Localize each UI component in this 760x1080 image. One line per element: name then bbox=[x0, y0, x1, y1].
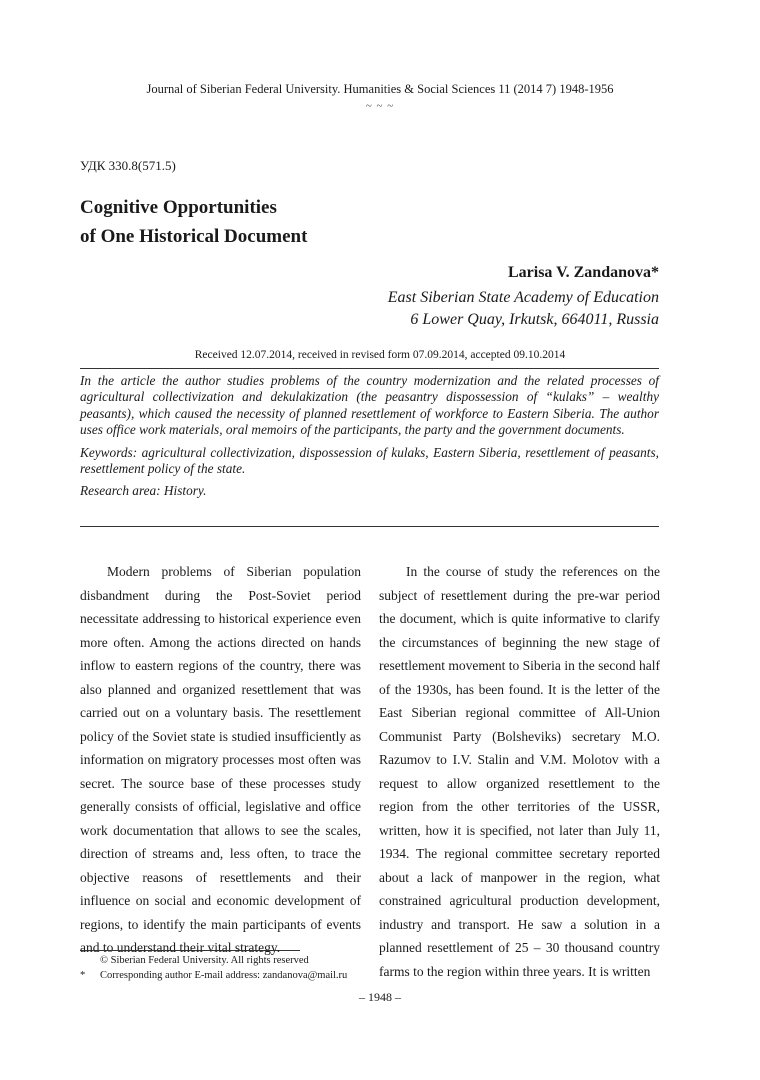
abstract-top-rule bbox=[80, 368, 659, 369]
journal-header: Journal of Siberian Federal University. Humanities & Social Sciences 11 (2014 7) 1948-1956 bbox=[146, 82, 614, 96]
author-name: Larisa V. Zandanova* bbox=[507, 264, 659, 281]
udk-code: УДК 330.8(571.5) bbox=[80, 158, 176, 173]
body-paragraph: Modern problems of Siberian population disbandment during the Post-Soviet period necessitate addressing to historical experience even more often. Among the actions directed on hands inflow to eastern regions of the country, there was also planned and organized resettlement that was carried out on a voluntary basis. The resettlement policy of the Soviet state is studied insufficiently as information on migratory processes most often was secret. The source base of these processes study generally consists of official, legislative and office work documentation that allows to see the scales, direction of streams and, less often, to trace the objective reasons of resettlements and their influence on social and economic development of regions, to identify the main participants of events and to understand their vital strategy. bbox=[80, 564, 361, 955]
page-number: – 1948 – bbox=[359, 990, 401, 1004]
title-line-1: Cognitive Opportunities bbox=[80, 197, 277, 218]
corresponding-text: Corresponding author E-mail address: zandanova@mail.ru bbox=[100, 970, 348, 981]
body-left-column bbox=[80, 560, 361, 960]
header-separator: ~ ~ ~ bbox=[365, 100, 395, 112]
abstract-bottom-rule bbox=[80, 526, 659, 527]
received-dates: Received 12.07.2014, received in revised form 07.09.2014, accepted 09.10.2014 bbox=[194, 349, 566, 361]
abstract-block bbox=[80, 373, 659, 506]
footnote-rule bbox=[80, 950, 300, 951]
body-right-column bbox=[379, 560, 660, 983]
copyright-footnote bbox=[80, 953, 347, 968]
article-title bbox=[80, 193, 307, 251]
affiliation-line-1: East Siberian State Academy of Education bbox=[387, 289, 659, 306]
corresponding-footnote bbox=[80, 968, 347, 983]
research-area: Research area: History. bbox=[80, 483, 207, 499]
abstract-text: In the article the author studies problems of the country modernization and the related processes of agricultural collectivization and dekulakization (the peasantry dispossession of “kulaks” – wealthy peasants), which caused the necessity of planned resettlement of workforce to Eastern Siberia. The author uses office work materials, oral memoirs of the participants, the party and the government documents. bbox=[80, 373, 659, 438]
footnotes bbox=[80, 953, 347, 983]
title-line-2: of One Historical Document bbox=[80, 226, 308, 247]
keywords: Keywords: agricultural collectivization, dispossession of kulaks, Eastern Siberia, resettlement of peasants, resettlement policy of the state. bbox=[80, 444, 659, 477]
author-affiliation bbox=[388, 287, 659, 330]
footnote-mark: * bbox=[80, 970, 86, 981]
copyright-text: © Siberian Federal University. All rights reserved bbox=[100, 955, 309, 966]
body-paragraph: In the course of study the references on the subject of resettlement during the pre-war period the document, which is quite informative to clarify the circumstances of beginning the new stage of resettlement movement to Siberia in the second half of the 1930s, has been found. It is the letter of the East Siberian regional committee of All-Union Communist Party (Bolsheviks) secretary M.O. Razumov to I.V. Stalin and V.M. Molotov with a request to allow organized resettlement to the region from the other territories of the USSR, written, how it is specified, not later than July 11, 1934. The regional committee secretary reported about a lack of manpower in the region, what constrained agricultural production development, industry and transport. He saw a solution in a planned resettlement of 25 – 30 thousand country farms to the region within three years. It is written bbox=[379, 564, 660, 979]
affiliation-line-2: 6 Lower Quay, Irkutsk, 664011, Russia bbox=[410, 310, 659, 328]
